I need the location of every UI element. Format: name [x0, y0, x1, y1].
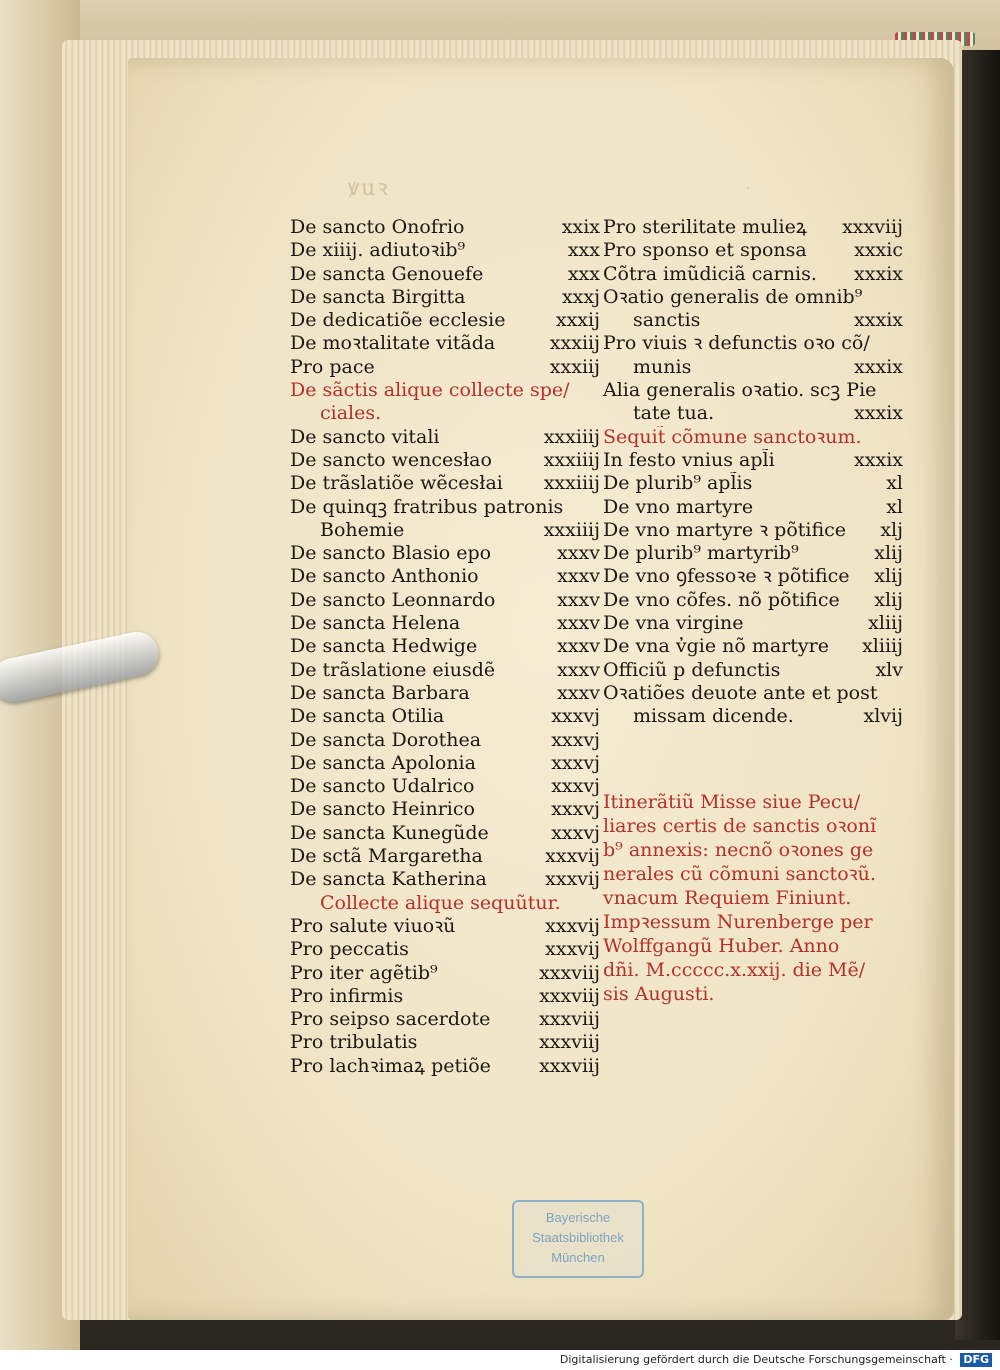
index-entry [290, 915, 600, 938]
colophon-line: nerales cũ cõmuni sanctoꝛũ. [603, 863, 876, 885]
index-entry-folio: xxxij [555, 309, 600, 332]
index-entry-folio [594, 379, 600, 402]
index-entry [603, 426, 903, 449]
index-entry-title: Pro iter agẽtib⁹ [290, 961, 438, 984]
index-entry-folio: xxxiij [549, 355, 600, 378]
index-entry [603, 239, 903, 262]
index-entry-title: In festo vnius apl̃i [603, 448, 775, 471]
index-entry [603, 263, 903, 286]
index-entry-folio: xlvij [863, 705, 903, 728]
index-entry [290, 1008, 600, 1031]
index-entry-folio: xxxvj [551, 821, 600, 844]
index-entry-title: Officiũ p defunctis [603, 658, 781, 681]
stamp-line-3: München [551, 1250, 605, 1265]
index-entry [603, 379, 903, 402]
index-entry-title: De moꝛtalitate vitãda [290, 332, 496, 355]
index-entry-folio: xxxvj [551, 705, 600, 728]
index-entry-title: De sancto Blasio epo [290, 542, 492, 565]
index-entry-title: De xiiij. adiutoꝛib⁹ [290, 239, 466, 262]
index-entry [603, 309, 903, 332]
index-entry-folio [897, 379, 903, 402]
index-entry [290, 892, 600, 915]
index-entry [603, 402, 903, 425]
index-entry-title: De sancto wencesłao [290, 448, 492, 471]
colophon-line: dñi. M.ccccc.x.xxij. die Mẽ/ [603, 959, 866, 981]
index-entry-folio: xliiij [862, 635, 903, 658]
index-entry-folio: xlj [880, 518, 903, 541]
right-index-column [603, 216, 903, 729]
index-entry-folio: xxxiiij [543, 448, 600, 471]
index-entry [290, 589, 600, 612]
index-entry-title: Pro infirmis [290, 984, 404, 1007]
index-entry-folio [897, 332, 903, 355]
index-entry-folio: xxxiiij [543, 472, 600, 495]
index-entry [603, 542, 903, 565]
index-entry-folio: xliij [868, 612, 903, 635]
index-entry-folio: xxxv [557, 588, 600, 611]
index-entry [290, 216, 600, 239]
index-entry-title: De sctã Margaretha [290, 845, 483, 868]
index-entry-title: De sancta Kunegũde [290, 821, 489, 844]
index-entry-title: De trãslatiõe wẽcesłai [290, 472, 503, 495]
index-entry-folio: xxxviij [539, 1054, 600, 1077]
index-entry-title: De sancta Genouefe [290, 262, 484, 285]
index-entry-title: De sancto Udalrico [290, 775, 475, 798]
index-entry [290, 565, 600, 588]
index-entry-title: De trãslatione eiusdẽ [290, 658, 496, 681]
index-entry [290, 356, 600, 379]
index-entry-folio [594, 892, 600, 915]
index-entry-folio: xxix [561, 216, 600, 238]
page-header-smudge: ꝟuꝛ [348, 176, 390, 201]
index-entry-folio: xlij [874, 588, 903, 611]
index-entry-title: De sancta Helena [290, 612, 461, 635]
index-entry-title: tate tua. [633, 402, 715, 425]
index-entry-folio: xl [886, 472, 903, 495]
index-entry [290, 822, 600, 845]
index-entry-title: munis [633, 355, 692, 378]
index-entry [603, 635, 903, 658]
index-entry [603, 589, 903, 612]
index-entry-title: De sancta Barbara [290, 681, 470, 704]
index-entry-folio: xxxvij [545, 845, 600, 868]
index-entry-title: Pro pace [290, 355, 375, 378]
index-entry [603, 449, 903, 472]
dfg-logo: DFG [960, 1353, 992, 1367]
index-entry-folio: xxxvij [545, 868, 600, 891]
index-entry-title: De quinqꝫ fratribus patronis [290, 495, 564, 518]
index-entry-folio: xxxvj [551, 728, 600, 751]
index-entry [603, 565, 903, 588]
index-entry [603, 682, 903, 705]
index-entry-folio [594, 496, 600, 519]
index-entry-folio: xxxv [557, 542, 600, 565]
index-entry-folio: xxxv [557, 612, 600, 635]
index-entry-folio: xxxvj [551, 798, 600, 821]
index-entry-title: De plurib⁹ martyrib⁹ [603, 542, 799, 565]
index-entry [290, 519, 600, 542]
index-entry-title: Pro lachꝛimaꝝ petiõe [290, 1054, 491, 1077]
index-entry-title: Oꝛatio generalis de omnib⁹ [603, 285, 863, 308]
index-entry [290, 682, 600, 705]
index-entry-folio: xxxvj [551, 775, 600, 798]
index-entry [290, 449, 600, 472]
index-entry-title: Alia generalis oꝛatio. scꝫ Pie [603, 379, 877, 402]
index-entry-title: De vna v̓gie nõ martyre [603, 635, 829, 658]
index-entry-folio: xxxix [854, 448, 903, 471]
index-entry-folio: xxxj [561, 285, 600, 308]
index-entry-folio: xxxiiij [543, 518, 600, 541]
index-entry-folio: xxxvij [545, 914, 600, 937]
index-entry-title: Pro viuis ꝛ defunctis oꝛo cõ/ [603, 332, 870, 355]
index-entry-title: ciales. [320, 402, 382, 425]
colophon-line: liares certis de sanctis oꝛonĩ [603, 815, 877, 837]
index-entry-folio: xxxviij [539, 1031, 600, 1054]
colophon-line: sis Augusti. [603, 983, 715, 1005]
index-entry [290, 659, 600, 682]
index-entry-title: De plurib⁹ apl̃is [603, 472, 753, 495]
index-entry [290, 496, 600, 519]
index-entry [290, 612, 600, 635]
index-entry-title: Sequit̃ cõmune sanctoꝛum. [603, 425, 862, 448]
index-entry-folio [897, 286, 903, 309]
index-entry [603, 356, 903, 379]
index-entry [290, 379, 600, 402]
index-entry [603, 612, 903, 635]
index-entry-folio: xl [886, 495, 903, 518]
colophon-line: Wolffgangũ Huber. Anno [603, 935, 840, 957]
index-entry-folio: xxxix [854, 309, 903, 332]
index-entry-folio: xxxiij [549, 332, 600, 355]
index-entry-title: De sancta Otilia [290, 705, 445, 728]
index-entry-folio: xxxvj [551, 751, 600, 774]
index-entry [290, 402, 600, 425]
index-entry [290, 263, 600, 286]
index-entry-title: Pro salute viuoꝛũ [290, 914, 456, 937]
index-entry [290, 729, 600, 752]
index-entry-title: De sancto vitali [290, 425, 440, 448]
page-header-mark: · [745, 178, 751, 199]
index-entry-title: De sancta Hedwige [290, 635, 478, 658]
index-entry [290, 635, 600, 658]
index-entry-title: Pro tribulatis [290, 1031, 418, 1054]
index-entry [603, 519, 903, 542]
index-entry [290, 752, 600, 775]
index-entry [290, 845, 600, 868]
index-entry [290, 472, 600, 495]
index-entry-folio [897, 426, 903, 449]
index-entry-folio: xxxviij [539, 984, 600, 1007]
index-entry [603, 659, 903, 682]
index-entry-title: De sancto Heinrico [290, 798, 475, 821]
index-entry [290, 239, 600, 262]
left-index-column [290, 216, 600, 1078]
footer-text: Digitalisierung gefördert durch die Deutsche Forschungsgemeinschaft · [559, 1353, 953, 1366]
index-entry-folio: xxxviij [539, 1008, 600, 1031]
index-entry [290, 962, 600, 985]
index-entry [290, 309, 600, 332]
library-stamp [512, 1200, 644, 1278]
index-entry [290, 332, 600, 355]
index-entry-folio: xlv [875, 658, 903, 681]
colophon-line: vnacum Requiem Finiunt. [603, 887, 852, 909]
index-entry-title: De sancto Anthonio [290, 565, 479, 588]
index-entry-folio: xxx [567, 239, 600, 262]
index-entry-folio: xxx [567, 262, 600, 285]
index-entry-folio: xxxviij [539, 961, 600, 984]
index-entry [290, 286, 600, 309]
index-entry [603, 216, 903, 239]
index-entry-title: Bohemie [320, 518, 405, 541]
index-entry-title: Oꝛatiões deuote ante et post [603, 681, 878, 704]
index-entry-title: De sancto Onofrio [290, 216, 465, 238]
index-entry [290, 705, 600, 728]
index-entry [603, 705, 903, 728]
digitization-footer [0, 1350, 1000, 1370]
index-entry-folio: xxxv [557, 635, 600, 658]
index-entry-title: De sancta Apolonia [290, 751, 476, 774]
index-entry-folio: xxxvij [545, 938, 600, 961]
index-entry-title: Pro seipso sacerdote [290, 1008, 491, 1031]
index-entry [290, 938, 600, 961]
index-entry-title: De vno cõfes. nõ põtifice [603, 588, 840, 611]
index-entry [290, 868, 600, 891]
index-entry-title: De sancto Leonnardo [290, 588, 496, 611]
index-entry-folio: xlij [874, 542, 903, 565]
index-entry [290, 1055, 600, 1078]
index-entry [603, 286, 903, 309]
index-entry [603, 496, 903, 519]
index-entry-title: De vno ꝯfessoꝛe ꝛ põtifice [603, 565, 850, 588]
stamp-line-1: Bayerische [545, 1210, 611, 1225]
index-entry-folio: xxxv [557, 565, 600, 588]
index-entry-title: sanctis [633, 309, 701, 332]
index-entry-folio: xxxiiij [543, 425, 600, 448]
index-entry [290, 1031, 600, 1054]
colophon-line: b⁹ annexis: necnõ oꝛones ge [603, 839, 874, 861]
index-entry [290, 798, 600, 821]
index-entry-folio [897, 682, 903, 705]
index-entry-title: Cõtra imũdiciã carnis. [603, 262, 817, 285]
index-entry [603, 332, 903, 355]
index-entry-title: Pro sterilitate mulieꝝ [603, 216, 807, 238]
colophon-line: Itinerãtiũ Misse siue Pecu/ [603, 791, 861, 813]
stamp-line-2: Staatsbibliothek [532, 1230, 624, 1245]
index-entry-folio: xxxv [557, 658, 600, 681]
index-entry-title: missam dicende. [633, 705, 794, 728]
index-entry-folio: xxxic [854, 239, 903, 262]
index-entry-folio: xlij [874, 565, 903, 588]
index-entry-title: De sancta Dorothea [290, 728, 482, 751]
index-entry-title: De sãctis alique collecte spe/ [290, 379, 570, 402]
index-entry-title: De dedicatiõe ecclesie [290, 309, 506, 332]
index-entry [603, 472, 903, 495]
index-entry-title: Collecte alique sequũtur. [320, 891, 561, 914]
index-entry [290, 775, 600, 798]
colophon-line: Impꝛessum Nurenberge per [603, 911, 873, 933]
index-entry-folio: xxxviij [842, 216, 903, 238]
colophon [603, 790, 908, 1006]
index-entry [290, 985, 600, 1008]
index-entry-title: De sancta Katherina [290, 868, 487, 891]
index-entry-title: Pro peccatis [290, 938, 409, 961]
index-entry-title: De vna virgine [603, 612, 744, 635]
index-entry [290, 542, 600, 565]
index-entry-title: Pro sponso et sponsa [603, 239, 807, 262]
index-entry-folio: xxxix [854, 262, 903, 285]
index-entry-folio: xxxix [854, 402, 903, 425]
index-entry-folio: xxxv [557, 681, 600, 704]
index-entry-folio [594, 402, 600, 425]
index-entry [290, 426, 600, 449]
index-entry-title: De vno martyre [603, 495, 754, 518]
index-entry-title: De sancta Birgitta [290, 285, 466, 308]
index-entry-title: De vno martyre ꝛ põtifice [603, 518, 847, 541]
index-entry-folio: xxxix [854, 355, 903, 378]
